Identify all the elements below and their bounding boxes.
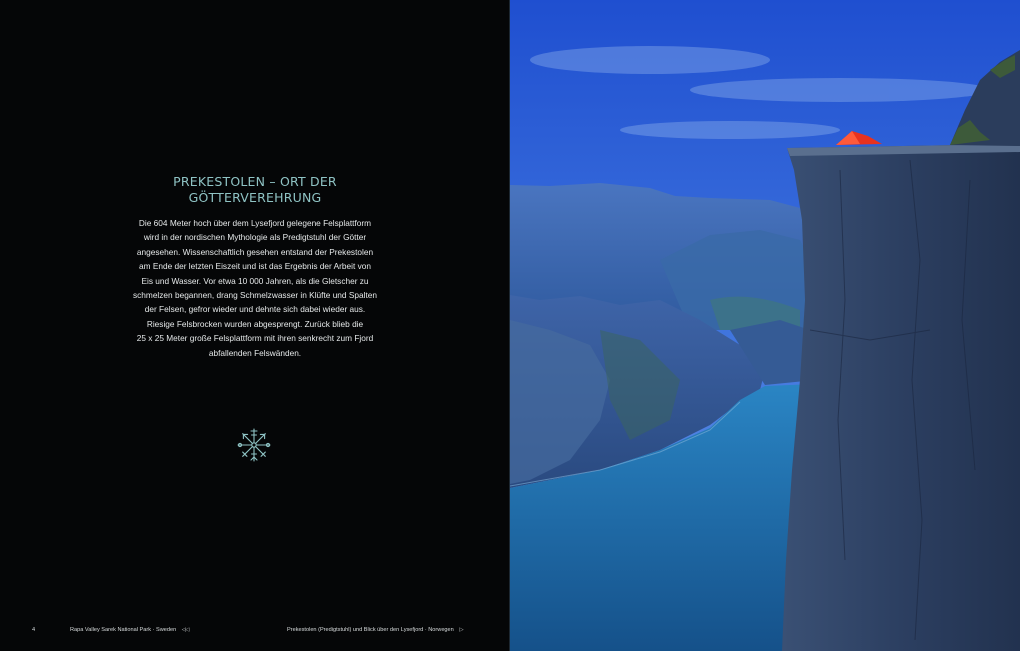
page-heading [130, 174, 380, 206]
fjord-cliff-photo [510, 0, 1020, 651]
photo-caption [287, 627, 464, 633]
body-line: 25 x 25 Meter große Felsplattform mit ihren senkrecht zum Fjord [136, 333, 374, 344]
body-line: Riesige Felsbrocken wurden abgesprengt. Zurück blieb die [146, 318, 364, 329]
page-number: 4 [32, 627, 36, 633]
body-line: wird in der nordischen Mythologie als Predigtstuhl der Götter [143, 232, 367, 243]
body-paragraph [120, 216, 390, 360]
heading-line-1: PREKESTOLEN – ORT DER [173, 174, 337, 189]
preikestolen-cliff [782, 144, 1020, 651]
next-arrow-icon: ▷ [459, 627, 464, 633]
body-line: der Felsen, gefror wieder und dehnte sich dabei wieder aus. [144, 304, 366, 315]
heading-line-2: GÖTTERVEREHRUNG [188, 190, 322, 205]
prev-caption-text: Rapa Valley Sarek National Park · Sweden [70, 627, 177, 633]
photo-caption-text: Prekestolen (Predigtstuhl) und Blick über den Lysefjord · Norwegen [287, 627, 454, 633]
prev-caption [70, 627, 188, 633]
vegvisir-rune-icon [236, 427, 272, 463]
body-line: abfallenden Felswänden. [208, 347, 302, 358]
body-line: schmelzen begannen, drang Schmelzwasser in Klüfte und Spalten [133, 290, 377, 301]
body-line: Die 604 Meter hoch über dem Lysefjord gelegene Felsplattform [138, 218, 372, 228]
body-line: angesehen. Wissenschaftlich gesehen entstand der Prekestolen [136, 246, 374, 257]
body-line: am Ende der letzten Eiszeit und ist das Ergebnis der Arbeit von [139, 261, 371, 272]
prev-arrow-icon: ◁◁ [181, 627, 189, 633]
body-line: Eis und Wasser. Vor etwa 10 000 Jahren, als die Gletscher zu [141, 275, 369, 286]
